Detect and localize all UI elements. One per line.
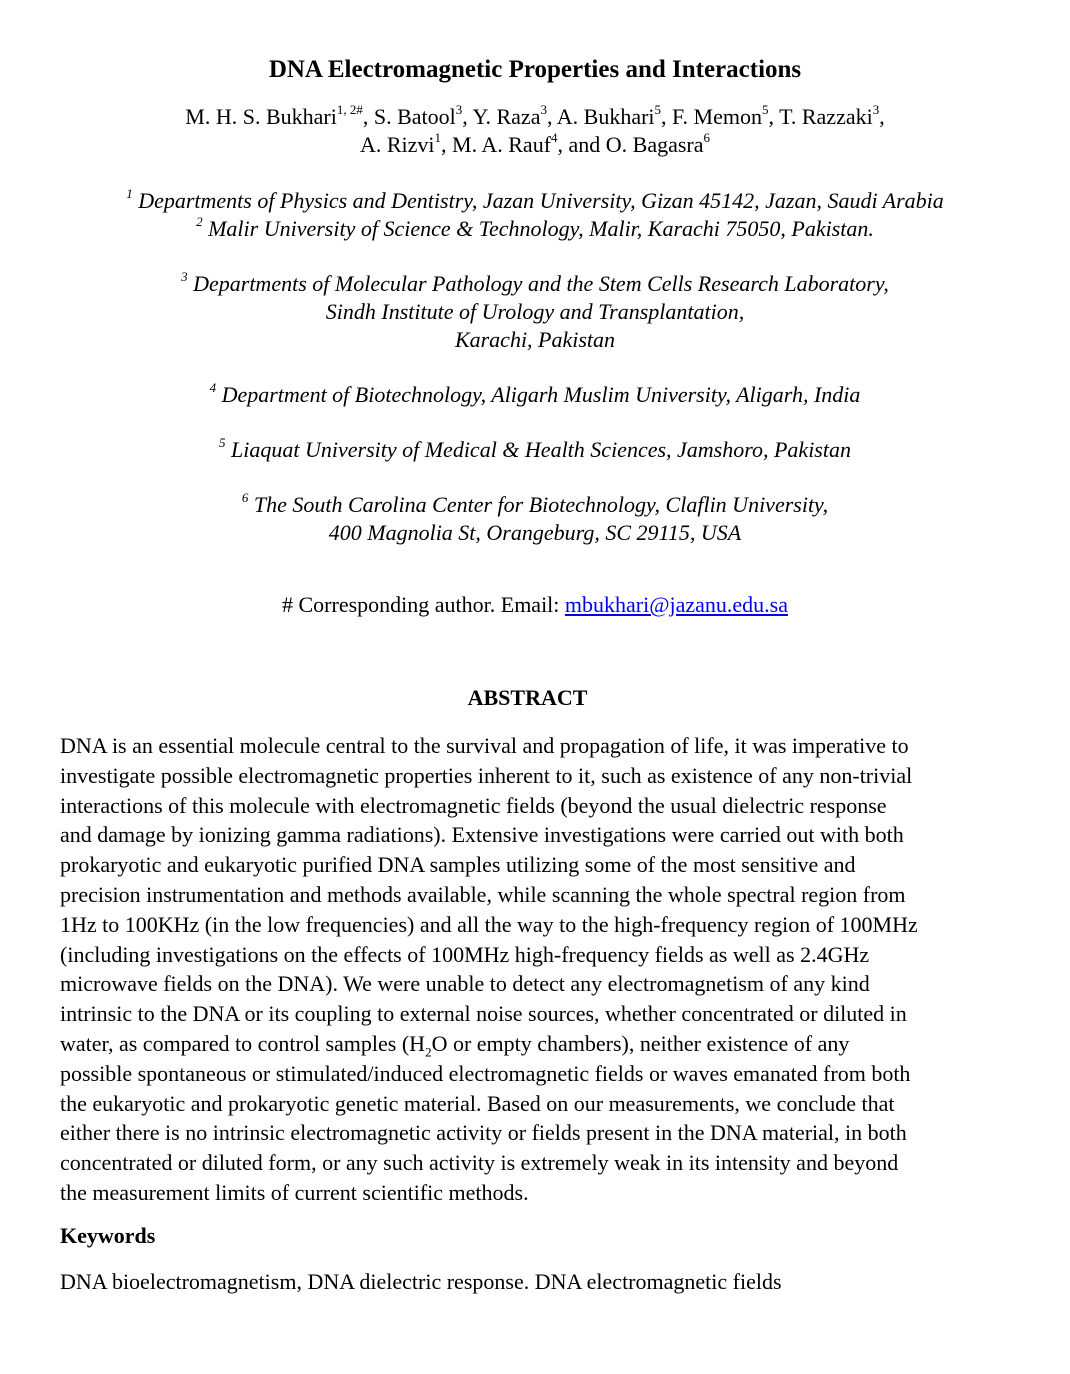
abstract-line: microwave fields on the DNA). We were unable to detect any electromagnetism of any kind	[60, 971, 870, 997]
author: T. Razzaki$^3$	[779, 101, 880, 129]
abstract-line: possible spontaneous or stimulated/induced electromagnetic fields or waves emanated from both	[60, 1060, 911, 1086]
author: O. Bagasra$^6$	[605, 129, 711, 157]
affiliation-4: $^4$ Department of Biotechnology, Aligarh Muslim University, Aligarh, India	[209, 379, 861, 407]
keywords-text: DNA bioelectromagnetism, DNA dielectric response. DNA electromagnetic fields	[60, 1269, 782, 1294]
abstract-line: the measurement limits of current scientific methods.	[60, 1179, 529, 1205]
abstract-line: (including investigations on the effects of 100MHz high-frequency fields as well as 2.4GHz	[60, 941, 870, 967]
affiliation-3: $^3$ Departments of Molecular Pathology and the Stem Cells Research Laboratory, Sindh Institute of Urology and Transplantation, Karachi, Pakistan	[181, 268, 889, 352]
affiliation-5: $^5$ Liaquat University of Medical & Health Sciences, Jamshoro, Pakistan	[219, 434, 851, 462]
abstract-line: DNA is an essential molecule central to the survival and propagation of life, it was imperative to	[60, 733, 909, 758]
author-line-2: A. Rizvi$^1$, M. A. Rauf$^4$, and O. Bagasra$^6$	[359, 129, 711, 157]
abstract-line: investigate possible electromagnetic properties inherent to it, such as existence of any non-trivial	[60, 762, 913, 788]
abstract-line: concentrated or diluted form, or any such activity is extremely weak in its intensity and beyond	[60, 1150, 899, 1176]
author-list	[0, 103, 1070, 159]
author: M. A. Rauf$^4$	[452, 129, 558, 157]
affiliation-1: $^1$ Departments of Physics and Dentistry, Jazan University, Gizan 45142, Jazan, Saudi Arabia	[126, 185, 944, 213]
affiliation-2: $^2$ Malir University of Science & Technology, Malir, Karachi 75050, Pakistan.	[196, 213, 874, 241]
abstract-line: the eukaryotic and prokaryotic genetic material. Based on our measurements, we conclude that	[60, 1090, 895, 1116]
paper-title: DNA Electromagnetic Properties and Interactions	[268, 56, 802, 83]
author: M. H. S. Bukhari$^{1, 2\#}$	[185, 101, 363, 129]
author: F. Memon$^5$	[672, 101, 769, 129]
affiliation-6: $^6$ The South Carolina Center for Biotechnology, Claflin University, 400 Magnolia St, Orangeburg, SC 29115, USA	[241, 489, 829, 545]
abstract-heading: ABSTRACT	[467, 685, 588, 710]
abstract-line: and damage by ionizing gamma radiations). Extensive investigations were carried out with both	[60, 822, 904, 848]
author: A. Bukhari$^5$	[556, 101, 662, 129]
abstract-line: either there is no intrinsic electromagnetic activity or fields present in the DNA material, in both	[60, 1120, 907, 1146]
abstract-line: water, as compared to control samples ($H_2O$ or empty chambers), neither existence of any	[60, 1030, 850, 1060]
abstract-line: 1Hz to 100KHz (in the low frequencies) and all the way to the high-frequency region of 100MHz	[60, 911, 918, 937]
abstract-line: intrinsic to the DNA or its coupling to external noise sources, whether concentrated or diluted in	[60, 1001, 907, 1027]
author: Y. Raza$^3$	[472, 101, 547, 129]
abstract-line: prokaryotic and eukaryotic purified DNA samples utilizing some of the most sensitive and	[60, 852, 856, 878]
keywords-heading: Keywords	[60, 1223, 156, 1248]
author: S. Batool$^3$	[373, 101, 463, 129]
abstract-body	[60, 731, 1005, 1208]
abstract-line: precision instrumentation and methods available, while scanning the whole spectral region from	[60, 881, 906, 907]
author-line-1: M. H. S. Bukhari$^{1, 2\#}$, S. Batool$^3$, Y. Raza$^3$, A. Bukhari$^5$, F. Memon$^5$, T. Razzaki$^3$,	[185, 101, 885, 129]
author: A. Rizvi$^1$	[359, 129, 442, 157]
affiliation-1-2	[0, 187, 1070, 243]
abstract-line: interactions of this molecule with electromagnetic fields (beyond the usual dielectric response	[60, 792, 887, 818]
email-link[interactable]: mbukhari@jazanu.edu.sa	[564, 592, 788, 617]
corresponding-author: # Corresponding author. Email: mbukhari@jazanu.edu.sa	[282, 592, 788, 617]
